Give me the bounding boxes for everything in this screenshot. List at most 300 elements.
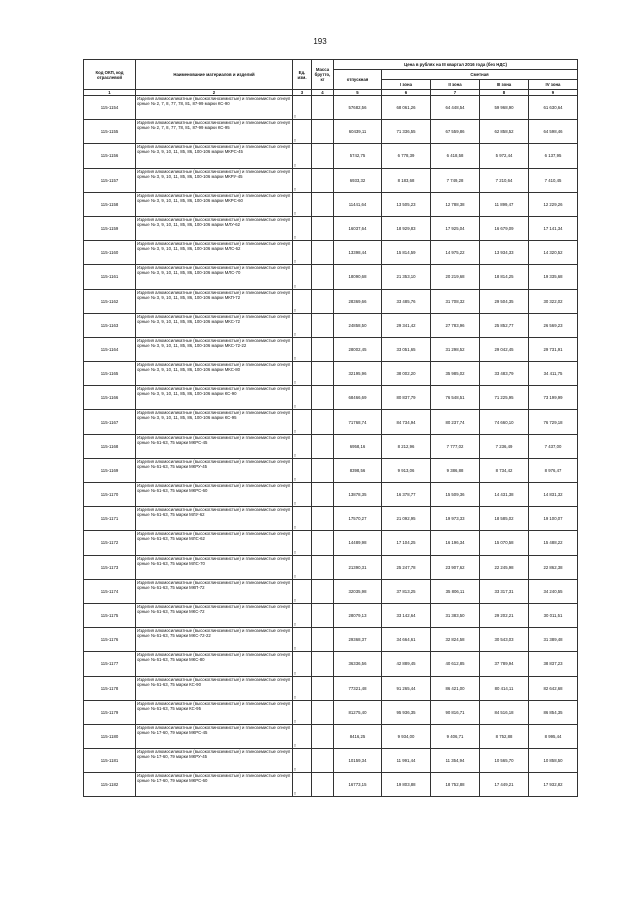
zone-4-price: 7 437,00 <box>529 434 578 458</box>
item-unit: т <box>293 144 312 168</box>
page-number: 193 <box>313 37 327 46</box>
item-mass <box>312 724 334 748</box>
zone-4-price: 15 488,22 <box>529 531 578 555</box>
zone-4-price: 34 411,75 <box>529 362 578 386</box>
column-number: 9 <box>529 90 578 96</box>
table-row <box>84 241 578 265</box>
table-row <box>84 579 578 603</box>
zone-1-price: 80 837,79 <box>382 386 431 410</box>
table-row <box>84 362 578 386</box>
zone-3-price: 30 543,03 <box>480 628 529 652</box>
item-code: 115-1158 <box>84 192 136 216</box>
zone-4-price: 12 229,26 <box>529 192 578 216</box>
item-code: 115-1159 <box>84 216 136 240</box>
zone-3-price: 7 236,49 <box>480 434 529 458</box>
item-name: Изделия алюмосиликатные (высокоглиноземистые) и глиноземистые огнеупорные № 61-63, 75 марки МКП-72 <box>136 579 293 603</box>
zone-3-price: 10 565,70 <box>480 749 529 773</box>
item-name: Изделия алюмосиликатные (высокоглиноземистые) и глиноземистые огнеупорные № 3, 9, 10, 11, 85, 86, 100-106 марки МКРС-45 <box>136 144 293 168</box>
zone-1-price: 38 002,20 <box>382 362 431 386</box>
item-mass <box>312 362 334 386</box>
zone-4-price: 82 642,68 <box>529 676 578 700</box>
item-code: 115-1162 <box>84 289 136 313</box>
zone-1-price: 84 734,94 <box>382 410 431 434</box>
zone-1-price: 37 813,25 <box>382 579 431 603</box>
item-name: Изделия алюмосиликатные (высокоглиноземистые) и глиноземистые огнеупорные № 17-60, 79 марки МКРС-60 <box>136 773 293 797</box>
item-mass <box>312 603 334 627</box>
item-mass <box>312 216 334 240</box>
zone-2-price: 35 806,11 <box>431 579 480 603</box>
item-mass <box>312 434 334 458</box>
item-name: Изделия алюмосиликатные (высокоглиноземистые) и глиноземистые огнеупорные № 61-63, 75 марки КС-90 <box>136 676 293 700</box>
item-code: 115-1157 <box>84 168 136 192</box>
zone-1-price: 16 378,77 <box>382 483 431 507</box>
release-price: 17570,27 <box>334 507 382 531</box>
zone-3-price: 29 042,45 <box>480 337 529 361</box>
item-mass <box>312 483 334 507</box>
zone-4-price: 14 831,32 <box>529 483 578 507</box>
item-code: 115-1161 <box>84 265 136 289</box>
item-code: 115-1155 <box>84 120 136 144</box>
zone-1-price: 34 664,61 <box>382 628 431 652</box>
column-number: 6 <box>382 90 431 96</box>
item-mass <box>312 241 334 265</box>
zone-1-price: 25 247,78 <box>382 555 431 579</box>
zone-1-price: 95 936,35 <box>382 700 431 724</box>
release-price: 16037,64 <box>334 216 382 240</box>
zone-3-price: 29 504,35 <box>480 289 529 313</box>
item-unit: т <box>293 628 312 652</box>
item-unit: т <box>293 531 312 555</box>
zone-2-price: 14 975,22 <box>431 241 480 265</box>
zone-1-price: 33 142,64 <box>382 603 431 627</box>
price-table <box>83 59 578 797</box>
header-zone-2: II зона <box>431 80 480 90</box>
item-name: Изделия алюмосиликатные (высокоглиноземистые) и глиноземистые огнеупорные № 61-63, 75 марки МКРУ-45 <box>136 458 293 482</box>
zone-4-price: 61 630,64 <box>529 96 578 120</box>
release-price: 68466,69 <box>334 386 382 410</box>
item-mass <box>312 289 334 313</box>
zone-4-price: 22 862,38 <box>529 555 578 579</box>
table-row <box>84 216 578 240</box>
item-mass <box>312 676 334 700</box>
zone-4-price: 30 011,51 <box>529 603 578 627</box>
item-unit: т <box>293 265 312 289</box>
zone-2-price: 90 816,71 <box>431 700 480 724</box>
item-name: Изделия алюмосиликатные (высокоглиноземистые) и глиноземистые огнеупорные № 3, 9, 10, 11, 85, 86, 100-106 марки МКС-72 <box>136 313 293 337</box>
item-name: Изделия алюмосиликатные (высокоглиноземистые) и глиноземистые огнеупорные № 3, 9, 10, 11, 85, 86, 100-106 марки КС-95 <box>136 410 293 434</box>
header-mass: Масса брутто, кг <box>312 60 334 90</box>
zone-4-price: 64 598,46 <box>529 120 578 144</box>
table-row <box>84 337 578 361</box>
zone-3-price: 18 585,02 <box>480 507 529 531</box>
zone-2-price: 9 406,71 <box>431 724 480 748</box>
item-name: Изделия алюмосиликатные (высокоглиноземистые) и глиноземистые огнеупорные № 17-60, 79 марки МКРУ-45 <box>136 749 293 773</box>
header-zone-3: III зона <box>480 80 529 90</box>
item-code: 115-1176 <box>84 628 136 652</box>
item-unit: т <box>293 168 312 192</box>
item-name: Изделия алюмосиликатные (высокоглиноземистые) и глиноземистые огнеупорные № 2, 7, 8, 77, 78, 81, 87-99 марки КС-95 <box>136 120 293 144</box>
item-name: Изделия алюмосиликатные (высокоглиноземистые) и глиноземистые огнеупорные № 61-63, 75 марки МЛС-70 <box>136 555 293 579</box>
zone-1-price: 17 104,25 <box>382 531 431 555</box>
release-price: 57682,56 <box>334 96 382 120</box>
item-code: 115-1173 <box>84 555 136 579</box>
item-name: Изделия алюмосиликатные (высокоглиноземистые) и глиноземистые огнеупорные № 61-63, 75 марки МКС-72-22 <box>136 628 293 652</box>
header-code: Код ОКП, код отраслевой <box>84 60 136 90</box>
item-name: Изделия алюмосиликатные (высокоглиноземистые) и глиноземистые огнеупорные № 3, 9, 10, 11, 85, 86, 100-106 марки МКП-72 <box>136 289 293 313</box>
item-name: Изделия алюмосиликатные (высокоглиноземистые) и глиноземистые огнеупорные № 3, 9, 10, 11, 85, 86, 100-106 марки МКС-72-22 <box>136 337 293 361</box>
zone-2-price: 76 548,51 <box>431 386 480 410</box>
zone-2-price: 7 777,02 <box>431 434 480 458</box>
zone-3-price: 74 660,10 <box>480 410 529 434</box>
table-row <box>84 676 578 700</box>
zone-4-price: 19 335,68 <box>529 265 578 289</box>
item-mass <box>312 386 334 410</box>
release-price: 8398,56 <box>334 458 382 482</box>
table-row <box>84 603 578 627</box>
item-name: Изделия алюмосиликатные (высокоглиноземистые) и глиноземистые огнеупорные № 3, 9, 10, 11, 85, 86, 100-106 марки КС-90 <box>136 386 293 410</box>
item-mass <box>312 749 334 773</box>
zone-1-price: 6 778,39 <box>382 144 431 168</box>
table-row <box>84 700 578 724</box>
column-number: 1 <box>84 90 136 96</box>
release-price: 32195,96 <box>334 362 382 386</box>
release-price: 13878,35 <box>334 483 382 507</box>
zone-2-price: 86 421,00 <box>431 676 480 700</box>
release-price: 29368,37 <box>334 628 382 652</box>
zone-1-price: 33 485,76 <box>382 289 431 313</box>
release-price: 28369,66 <box>334 289 382 313</box>
zone-3-price: 11 899,47 <box>480 192 529 216</box>
table-row <box>84 120 578 144</box>
zone-2-price: 31 708,32 <box>431 289 480 313</box>
zone-2-price: 15 509,36 <box>431 483 480 507</box>
zone-2-price: 18 752,88 <box>431 773 480 797</box>
item-name: Изделия алюмосиликатные (высокоглиноземистые) и глиноземистые огнеупорные № 61-63, 75 марки МЛУ-62 <box>136 507 293 531</box>
item-mass <box>312 144 334 168</box>
zone-1-price: 91 265,44 <box>382 676 431 700</box>
item-unit: т <box>293 96 312 120</box>
zone-2-price: 80 237,74 <box>431 410 480 434</box>
item-unit: т <box>293 216 312 240</box>
zone-1-price: 33 051,65 <box>382 337 431 361</box>
table-row <box>84 434 578 458</box>
table-row <box>84 724 578 748</box>
table-row <box>84 483 578 507</box>
item-name: Изделия алюмосиликатные (высокоглиноземистые) и глиноземистые огнеупорные № 61-63, 75 марки МЛС-62 <box>136 531 293 555</box>
zone-3-price: 7 210,64 <box>480 168 529 192</box>
item-mass <box>312 337 334 361</box>
item-code: 115-1154 <box>84 96 136 120</box>
zone-3-price: 33 317,31 <box>480 579 529 603</box>
item-name: Изделия алюмосиликатные (высокоглиноземистые) и глиноземистые огнеупорные № 61-63, 75 марки МКС-80 <box>136 652 293 676</box>
item-unit: т <box>293 507 312 531</box>
release-price: 77321,48 <box>334 676 382 700</box>
table-row <box>84 386 578 410</box>
item-code: 115-1171 <box>84 507 136 531</box>
item-code: 115-1160 <box>84 241 136 265</box>
zone-2-price: 20 219,68 <box>431 265 480 289</box>
release-price: 36336,56 <box>334 652 382 676</box>
item-unit: т <box>293 483 312 507</box>
table-row <box>84 749 578 773</box>
item-code: 115-1179 <box>84 700 136 724</box>
item-mass <box>312 410 334 434</box>
zone-4-price: 31 389,48 <box>529 628 578 652</box>
zone-1-price: 15 814,59 <box>382 241 431 265</box>
zone-1-price: 11 991,44 <box>382 749 431 773</box>
item-code: 115-1166 <box>84 386 136 410</box>
zone-4-price: 17 141,34 <box>529 216 578 240</box>
header-release: отпускная <box>334 70 382 90</box>
zone-1-price: 71 336,55 <box>382 120 431 144</box>
item-unit: т <box>293 773 312 797</box>
table-row <box>84 531 578 555</box>
item-code: 115-1177 <box>84 652 136 676</box>
item-mass <box>312 555 334 579</box>
item-code: 115-1178 <box>84 676 136 700</box>
zone-2-price: 31 383,50 <box>431 603 480 627</box>
column-number: 4 <box>312 90 334 96</box>
release-price: 60439,11 <box>334 120 382 144</box>
item-mass <box>312 579 334 603</box>
item-mass <box>312 700 334 724</box>
column-number: 7 <box>431 90 480 96</box>
table-row <box>84 458 578 482</box>
zone-2-price: 32 824,58 <box>431 628 480 652</box>
table-row <box>84 168 578 192</box>
zone-1-price: 18 929,83 <box>382 216 431 240</box>
table-row <box>84 410 578 434</box>
zone-2-price: 12 788,38 <box>431 192 480 216</box>
zone-2-price: 6 418,58 <box>431 144 480 168</box>
zone-3-price: 33 483,79 <box>480 362 529 386</box>
item-mass <box>312 120 334 144</box>
zone-2-price: 40 612,85 <box>431 652 480 676</box>
zone-4-price: 26 569,23 <box>529 313 578 337</box>
table-row <box>84 555 578 579</box>
item-unit: т <box>293 724 312 748</box>
zone-4-price: 19 100,07 <box>529 507 578 531</box>
item-mass <box>312 265 334 289</box>
zone-3-price: 59 968,90 <box>480 96 529 120</box>
item-mass <box>312 507 334 531</box>
release-price: 11441,64 <box>334 192 382 216</box>
table-row <box>84 628 578 652</box>
zone-2-price: 35 985,02 <box>431 362 480 386</box>
release-price: 21390,31 <box>334 555 382 579</box>
zone-2-price: 67 559,86 <box>431 120 480 144</box>
item-unit: т <box>293 579 312 603</box>
zone-1-price: 21 353,10 <box>382 265 431 289</box>
release-price: 10159,34 <box>334 749 382 773</box>
item-mass <box>312 652 334 676</box>
zone-2-price: 64 448,54 <box>431 96 480 120</box>
header-price-group: Цена в рублях на III квартал 2016 года (без НДС) <box>334 60 578 70</box>
release-price: 28002,45 <box>334 337 382 361</box>
item-name: Изделия алюмосиликатные (высокоглиноземистые) и глиноземистые огнеупорные № 61-63, 75 марки МКС-72 <box>136 603 293 627</box>
item-mass <box>312 531 334 555</box>
zone-3-price: 18 814,25 <box>480 265 529 289</box>
zone-3-price: 15 070,58 <box>480 531 529 555</box>
zone-3-price: 8 752,88 <box>480 724 529 748</box>
release-price: 71768,74 <box>334 410 382 434</box>
zone-4-price: 76 729,18 <box>529 410 578 434</box>
table-row <box>84 313 578 337</box>
zone-4-price: 7 410,45 <box>529 168 578 192</box>
table-row <box>84 265 578 289</box>
column-number: 2 <box>136 90 293 96</box>
zone-3-price: 37 789,94 <box>480 652 529 676</box>
item-name: Изделия алюмосиликатные (высокоглиноземистые) и глиноземистые огнеупорные № 2, 7, 8, 77, 78, 81, 87-99 марки КС-90 <box>136 96 293 120</box>
table-row <box>84 507 578 531</box>
zone-4-price: 86 854,35 <box>529 700 578 724</box>
zone-4-price: 29 731,91 <box>529 337 578 361</box>
item-unit: т <box>293 458 312 482</box>
zone-3-price: 62 858,52 <box>480 120 529 144</box>
item-name: Изделия алюмосиликатные (высокоглиноземистые) и глиноземистые огнеупорные № 3, 9, 10, 11, 85, 86, 100-106 марки МЛУ-62 <box>136 216 293 240</box>
item-unit: т <box>293 434 312 458</box>
item-name: Изделия алюмосиликатные (высокоглиноземистые) и глиноземистые огнеупорные № 61-63, 75 марки МКРС-45 <box>136 434 293 458</box>
item-unit: т <box>293 410 312 434</box>
zone-3-price: 16 679,09 <box>480 216 529 240</box>
column-number: 8 <box>480 90 529 96</box>
item-unit: т <box>293 386 312 410</box>
zone-3-price: 17 449,21 <box>480 773 529 797</box>
zone-2-price: 17 925,04 <box>431 216 480 240</box>
zone-3-price: 14 431,38 <box>480 483 529 507</box>
zone-4-price: 8 976,47 <box>529 458 578 482</box>
item-name: Изделия алюмосиликатные (высокоглиноземистые) и глиноземистые огнеупорные № 61-63, 75 марки МКРС-60 <box>136 483 293 507</box>
item-name: Изделия алюмосиликатные (высокоглиноземистые) и глиноземистые огнеупорные № 3, 9, 10, 11, 85, 86, 100-106 марки МКРУ-45 <box>136 168 293 192</box>
release-price: 28079,13 <box>334 603 382 627</box>
zone-2-price: 31 298,52 <box>431 337 480 361</box>
zone-1-price: 9 913,06 <box>382 458 431 482</box>
zone-1-price: 21 092,95 <box>382 507 431 531</box>
item-unit: т <box>293 192 312 216</box>
zone-4-price: 34 240,55 <box>529 579 578 603</box>
header-name: Наименование материалов и изделий <box>136 60 293 90</box>
item-unit: т <box>293 289 312 313</box>
release-price: 13398,44 <box>334 241 382 265</box>
table-body <box>84 96 578 797</box>
item-code: 115-1168 <box>84 434 136 458</box>
zone-2-price: 11 354,94 <box>431 749 480 773</box>
item-name: Изделия алюмосиликатные (высокоглиноземистые) и глиноземистые огнеупорные № 61-63, 75 марки КС-95 <box>136 700 293 724</box>
zone-1-price: 9 934,00 <box>382 724 431 748</box>
item-unit: т <box>293 313 312 337</box>
zone-2-price: 27 783,96 <box>431 313 480 337</box>
zone-4-price: 17 932,82 <box>529 773 578 797</box>
item-code: 115-1181 <box>84 749 136 773</box>
zone-3-price: 8 734,42 <box>480 458 529 482</box>
release-price: 6933,32 <box>334 168 382 192</box>
item-mass <box>312 458 334 482</box>
item-name: Изделия алюмосиликатные (высокоглиноземистые) и глиноземистые огнеупорные № 17-60, 79 марки МКРС-45 <box>136 724 293 748</box>
zone-1-price: 29 341,42 <box>382 313 431 337</box>
item-code: 115-1156 <box>84 144 136 168</box>
item-unit: т <box>293 700 312 724</box>
zone-4-price: 30 322,02 <box>529 289 578 313</box>
table-row <box>84 192 578 216</box>
item-code: 115-1172 <box>84 531 136 555</box>
zone-3-price: 25 852,77 <box>480 313 529 337</box>
header-estimate: Сметная <box>382 70 578 80</box>
item-code: 115-1165 <box>84 362 136 386</box>
item-name: Изделия алюмосиликатные (высокоглиноземистые) и глиноземистые огнеупорные № 3, 9, 10, 11, 85, 86, 100-106 марки МЛС-62 <box>136 241 293 265</box>
header-zone-4: IV зона <box>529 80 578 90</box>
item-unit: т <box>293 555 312 579</box>
item-code: 115-1169 <box>84 458 136 482</box>
item-mass <box>312 628 334 652</box>
zone-4-price: 10 858,50 <box>529 749 578 773</box>
item-mass <box>312 773 334 797</box>
item-unit: т <box>293 676 312 700</box>
release-price: 6958,16 <box>334 434 382 458</box>
release-price: 14489,98 <box>334 531 382 555</box>
zone-2-price: 23 907,62 <box>431 555 480 579</box>
zone-3-price: 5 972,44 <box>480 144 529 168</box>
table-row <box>84 773 578 797</box>
item-code: 115-1170 <box>84 483 136 507</box>
item-code: 115-1180 <box>84 724 136 748</box>
table-header <box>84 60 578 96</box>
item-code: 115-1167 <box>84 410 136 434</box>
zone-2-price: 16 196,34 <box>431 531 480 555</box>
table-row <box>84 289 578 313</box>
header-unit: Ед. изм. <box>293 60 312 90</box>
table-row <box>84 144 578 168</box>
item-unit: т <box>293 362 312 386</box>
zone-1-price: 68 061,26 <box>382 96 431 120</box>
item-unit: т <box>293 120 312 144</box>
zone-1-price: 8 212,96 <box>382 434 431 458</box>
release-price: 18090,68 <box>334 265 382 289</box>
table-row <box>84 652 578 676</box>
zone-1-price: 13 505,23 <box>382 192 431 216</box>
item-unit: т <box>293 652 312 676</box>
column-number: 5 <box>334 90 382 96</box>
item-code: 115-1163 <box>84 313 136 337</box>
zone-4-price: 38 837,23 <box>529 652 578 676</box>
item-code: 115-1182 <box>84 773 136 797</box>
zone-1-price: 19 803,88 <box>382 773 431 797</box>
item-unit: т <box>293 749 312 773</box>
item-mass <box>312 96 334 120</box>
zone-1-price: 8 183,68 <box>382 168 431 192</box>
item-mass <box>312 313 334 337</box>
item-name: Изделия алюмосиликатные (высокоглиноземистые) и глиноземистые огнеупорные № 3, 9, 10, 11, 85, 86, 100-106 марки МКС-80 <box>136 362 293 386</box>
release-price: 81275,40 <box>334 700 382 724</box>
item-unit: т <box>293 337 312 361</box>
column-number: 3 <box>293 90 312 96</box>
zone-4-price: 6 137,95 <box>529 144 578 168</box>
zone-2-price: 7 749,28 <box>431 168 480 192</box>
item-name: Изделия алюмосиликатные (высокоглиноземистые) и глиноземистые огнеупорные № 3, 9, 10, 11, 85, 86, 100-106 марки МКРС-60 <box>136 192 293 216</box>
item-name: Изделия алюмосиликатные (высокоглиноземистые) и глиноземистые огнеупорные № 3, 9, 10, 11, 85, 86, 100-106 марки МЛС-70 <box>136 265 293 289</box>
zone-4-price: 73 199,99 <box>529 386 578 410</box>
zone-3-price: 84 516,18 <box>480 700 529 724</box>
zone-3-price: 29 202,21 <box>480 603 529 627</box>
item-unit: т <box>293 603 312 627</box>
zone-3-price: 22 245,98 <box>480 555 529 579</box>
zone-4-price: 8 995,44 <box>529 724 578 748</box>
release-price: 16773,15 <box>334 773 382 797</box>
release-price: 5742,75 <box>334 144 382 168</box>
release-price: 24858,50 <box>334 313 382 337</box>
table-row <box>84 96 578 120</box>
item-unit: т <box>293 241 312 265</box>
zone-2-price: 19 973,33 <box>431 507 480 531</box>
